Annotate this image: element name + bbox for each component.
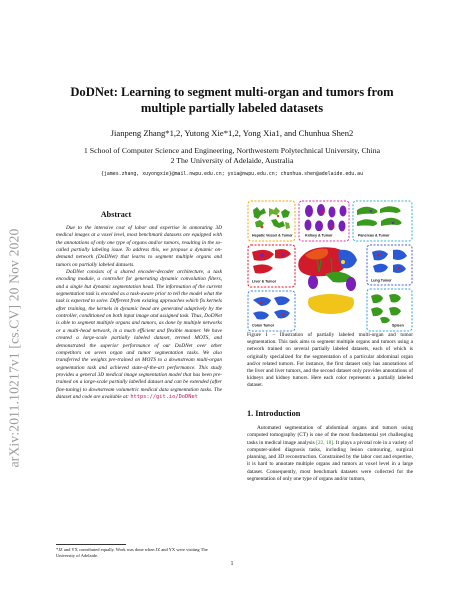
code-link[interactable]: https://git.io/DoDNet — [130, 393, 198, 400]
affiliations — [40, 146, 424, 166]
kidney-organs — [305, 204, 347, 232]
pancreas-label: Pancreas & Tumor — [358, 233, 390, 238]
author-emails: {james.zhang, xuyongxie}@mail.nwpu.edu.cn; yxia@nwpu.edu.cn; chunhua.shen@adelaide.edu.au — [100, 171, 364, 177]
introduction-body — [247, 425, 413, 565]
figure-caption: Figure 1 – Illustration of partially labeled multi-organ and tumor segmentation. This task aims to segment multiple organs and tumors using a network trained on several partially labeled datasets, each of which is originally specialized for the segmentation of a particular abdominal organ and/or related tumors. For instance, the first dataset only has annotations of the liver and liver tumors, and the second dataset only provides annotations of kidneys and kidney tumors. Here each color represents a partially labeled dataset. — [247, 332, 413, 389]
liver-organs — [252, 249, 291, 273]
footnote: *JZ and YX contributed equally. Work was done when JZ and YX were visiting The University of Adelaide. — [56, 547, 208, 558]
author-list — [40, 128, 424, 138]
spleen-label: Spleen — [392, 323, 404, 328]
intro-text-after: . It plays a pivotal role in a variety of computer-aided diagnosis tasks, including lesion contouring, surgical planning, and 3D reconstruction. Constrained by the labor cost and expertise, it is hard to annotate multiple organs and tumors at voxel level in a large dataset. Consequently, most benchmark datasets were collected for the segmentation of only one type of organs and/or tumors, — [247, 439, 413, 483]
lung-label: Lung Tumor — [371, 278, 392, 283]
abstract-body — [56, 225, 222, 530]
spleen-organs — [371, 294, 401, 323]
abstract-paragraph-1: Due to the intensive cost of labor and expertise in annotating 3D medical images at a voxel level, most benchmark datasets are equipped with the annotations of only one type of organs and/or tumors, resulting in the so-called partially labeling issue. To address this, we propose a dynamic on-demand network (DoDNet) that learns to segment multiple organs and tumors on partially labeled datasets. — [56, 225, 222, 268]
abstract-paragraph-2-text: DoDNet consists of a shared encoder-decoder architecture, a task encoding module, a controller for generating dynamic convolution filters, and a single but dynamic segmentation head. The information of the current segmentation task is encoded as a task-aware prior to tell the model what the task is expected to solve. Different from existing approaches which fix kernels after training, the kernels in dynamic head are generated adaptively by the controller, conditioned on both input image and assigned task. Thus, DoDNet is able to segment multiple organs and tumors, as done by multiple networks or a multi-head network, in a much efficient and flexible manner. We have created a large-scale partially labeled dataset, termed MOTS, and demonstrated the superior performance of our DoDNet over other competitors on seven organ and tumor segmentation tasks. We also transferred the weights pre-trained on MOTS to a downstream multi-organ segmentation task and achieved state-of-the-art performance. This study provides a general 3D medical image segmentation model that has been pre-trained on a large-scale partially labelled dataset and can be extended (after fine-tuning) to downstream volumetric medical data segmentation tasks. The dataset and code are available at: — [56, 269, 222, 400]
pancreas-organs — [357, 206, 402, 226]
page-number: 1 — [230, 561, 234, 567]
colon-organs — [253, 296, 290, 319]
citation-link[interactable]: [22, 18] — [316, 439, 334, 446]
authors-text: Jianpeng Zhang*1,2, Yutong Xie*1,2, Yong Xia1, and Chunhua Shen2 — [110, 128, 354, 138]
introduction-paragraph — [247, 425, 413, 483]
affiliation-2: 2 The University of Adelaide, Australia — [170, 156, 294, 165]
colon-label: Colon Tumor — [252, 323, 275, 328]
figure-1 — [247, 200, 413, 332]
hepatic-label: Hepatic Vessel & Tumor — [252, 233, 293, 238]
abdomen-illustration — [298, 247, 357, 314]
abstract-heading: Abstract — [100, 210, 132, 219]
footnote-rule — [56, 544, 126, 545]
paper-title: DoDNet: Learning to segment multi-organ and tumors from multiple partially labeled datasets — [70, 85, 394, 115]
intro-text-before: Automated segmentation of abdominal organs and tumors using computed tomography (CT) is one of the most fundamental yet challenging tasks in medical image analysis — [247, 425, 413, 446]
arxiv-stamp — [1, 168, 27, 528]
lung-organs — [372, 250, 407, 273]
hepatic-vessel-organs — [253, 207, 290, 229]
introduction-heading: 1. Introduction — [247, 409, 301, 418]
liver-label: Liver & Tumor — [252, 279, 277, 284]
abstract-paragraph-2 — [56, 269, 222, 401]
kidney-label: Kidney & Tumor — [305, 233, 333, 238]
figure-1-illustration — [247, 200, 413, 332]
arxiv-stamp-text: arXiv:2011.10217v1 [cs.CV] 20 Nov 2020 — [6, 228, 22, 468]
affiliation-1: 1 School of Computer Science and Engineering, Northwestern Polytechnical University, China — [83, 146, 381, 155]
